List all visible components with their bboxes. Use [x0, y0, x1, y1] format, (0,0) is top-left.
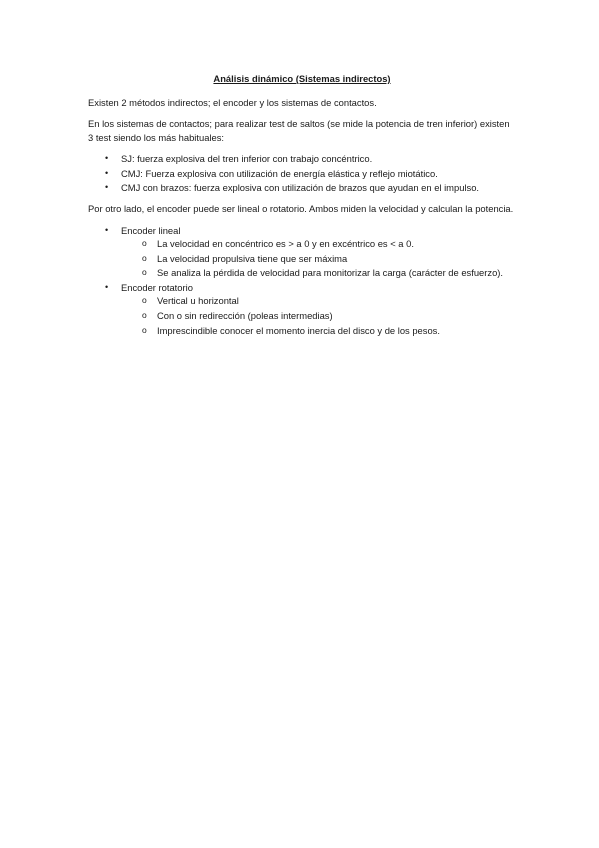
sub-list: [121, 237, 516, 280]
list-item: [88, 181, 516, 194]
document-content: [88, 72, 516, 345]
list-item: [88, 167, 516, 180]
bullet-icon: •: [105, 224, 109, 235]
sub-list-item: [88, 309, 516, 322]
sub-list-item: [88, 237, 516, 250]
list-item-encoder-rotatorio: [88, 281, 516, 337]
sub-bullet-icon: o: [142, 309, 147, 320]
list-item-encoder-lineal: [88, 224, 516, 280]
bullet-icon: •: [105, 182, 109, 193]
sub-list-item-text: Vertical u horizontal: [157, 295, 239, 307]
list-item-text: SJ: fuerza explosiva del tren inferior con trabajo concéntrico.: [121, 152, 373, 164]
sub-list-item-text: Imprescindible conocer el momento inercia del disco y de los pesos.: [157, 324, 440, 336]
sub-bullet-icon: o: [142, 324, 147, 335]
sub-list-item: [88, 324, 516, 337]
bullet-icon: •: [105, 281, 109, 292]
document-title: Análisis dinámico (Sistemas indirectos): [213, 73, 391, 84]
bullet-icon: •: [105, 167, 109, 178]
encoder-types-list: [88, 224, 516, 337]
jump-tests-list: [88, 152, 516, 195]
sub-list-item-text: Con o sin redirección (poleas intermedias): [157, 309, 333, 321]
sub-list-item-text: La velocidad en concéntrico es > a 0 y en excéntrico es < a 0.: [157, 237, 414, 249]
sub-list: [121, 294, 516, 337]
sub-bullet-icon: o: [142, 237, 147, 248]
list-item-text: CMJ con brazos: fuerza explosiva con utilización de brazos que ayudan en el impulso.: [121, 182, 480, 194]
list-item-label: Encoder lineal: [121, 224, 181, 236]
list-item-text: CMJ: Fuerza explosiva con utilización de energía elástica y reflejo miotático.: [121, 167, 438, 179]
sub-list-item-text: La velocidad propulsiva tiene que ser máxima: [157, 252, 348, 264]
sub-list-item-text: Se analiza la pérdida de velocidad para monitorizar la carga (carácter de esfuerzo).: [157, 267, 504, 279]
sub-bullet-icon: o: [142, 295, 147, 306]
sub-bullet-icon: o: [142, 252, 147, 263]
sub-list-item: [88, 252, 516, 265]
paragraph-contact-systems: En los sistemas de contactos; para realizar test de saltos (se mide la potencia de tren inferior) existen 3 test siendo los más habituales:: [88, 118, 510, 143]
sub-list-item: [88, 266, 516, 279]
sub-list-item: [88, 294, 516, 307]
paragraph-encoder: Por otro lado, el encoder puede ser lineal o rotatorio. Ambos miden la velocidad y calculan la potencia.: [88, 203, 514, 215]
sub-bullet-icon: o: [142, 267, 147, 278]
paragraph-intro: Existen 2 métodos indirectos; el encoder y los sistemas de contactos.: [88, 97, 377, 109]
bullet-icon: •: [105, 152, 109, 163]
list-item: [88, 152, 516, 165]
list-item-label: Encoder rotatorio: [121, 281, 193, 293]
